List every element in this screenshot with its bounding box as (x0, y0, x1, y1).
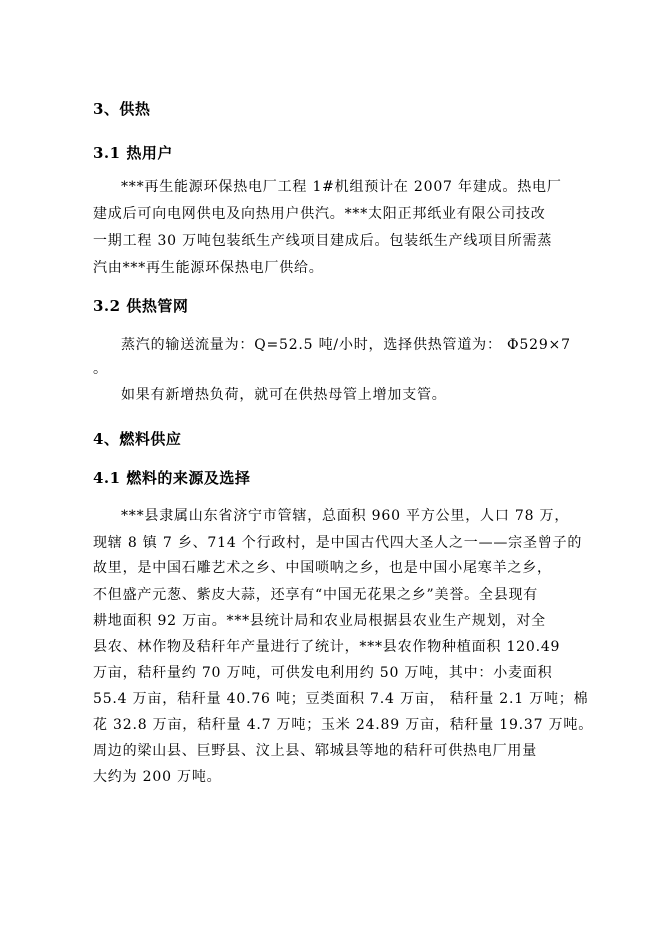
paragraph-line: 蒸汽的输送流量为：Q=52.5 吨/小时，选择供热管道为： Ф529×7 (121, 337, 571, 353)
paragraph-line: 如果有新增热负荷，就可在供热母管上增加支管。 (121, 387, 447, 403)
paragraph-line: 55.4 万亩，秸秆量 40.76 吨；豆类面积 7.4 万亩， 秸秆量 2.1 万吨；棉 (93, 691, 589, 707)
heading-4-fuel-supply: 4、燃料供应 (93, 430, 182, 448)
paragraph-line: 万亩，秸秆量约 70 万吨，可供发电利用约 50 万吨，其中：小麦面积 (93, 665, 553, 681)
paragraph-line: 不但盛产元葱、紫皮大蒜，还享有“中国无花果之乡”美誉。全县现有 (93, 587, 539, 603)
paragraph-line: 一期工程 30 万吨包装纸生产线项目建成后。包装纸生产线项目所需蒸 (93, 233, 553, 249)
paragraph-line: ***再生能源环保热电厂工程 1#机组预计在 2007 年建成。热电厂 (121, 179, 562, 195)
paragraph-line: 花 32.8 万亩，秸秆量 4.7 万吨；玉米 24.89 万亩，秸秆量 19.37 万吨。 (93, 717, 593, 733)
paragraph-line: 汽由***再生能源环保热电厂供给。 (93, 260, 324, 276)
paragraph-line: 建成后可向电网供电及向热用户供汽。***太阳正邦纸业有限公司技改 (93, 206, 546, 222)
paragraph-line: 大约为 200 万吨。 (93, 769, 222, 785)
paragraph-line: 周边的梁山县、巨野县、汶上县、郓城县等地的秸秆可供热电厂用量 (93, 743, 537, 759)
heading-3-heat-supply: 3、供热 (93, 100, 151, 118)
paragraph-line: 。 (93, 361, 108, 377)
paragraph-line: 故里，是中国石雕艺术之乡、中国唢呐之乡，也是中国小尾寒羊之乡， (93, 560, 552, 576)
heading-4-1-fuel-source: 4.1 燃料的来源及选择 (93, 469, 251, 487)
paragraph-line: 耕地面积 92 万亩。***县统计局和农业局根据县农业生产规划，对全 (93, 613, 546, 629)
paragraph-line: ***县隶属山东省济宁市管辖，总面积 960 平方公里，人口 78 万， (121, 508, 570, 524)
heading-3-2-heat-network: 3.2 供热管网 (93, 297, 189, 315)
paragraph-line: 县农、林作物及秸秆年产量进行了统计，***县农作物种植面积 120.49 (93, 639, 561, 655)
heading-3-1-heat-users: 3.1 热用户 (93, 144, 173, 162)
paragraph-line: 现辖 8 镇 7 乡、714 个行政村，是中国古代四大圣人之一——宗圣曾子的 (93, 535, 583, 551)
